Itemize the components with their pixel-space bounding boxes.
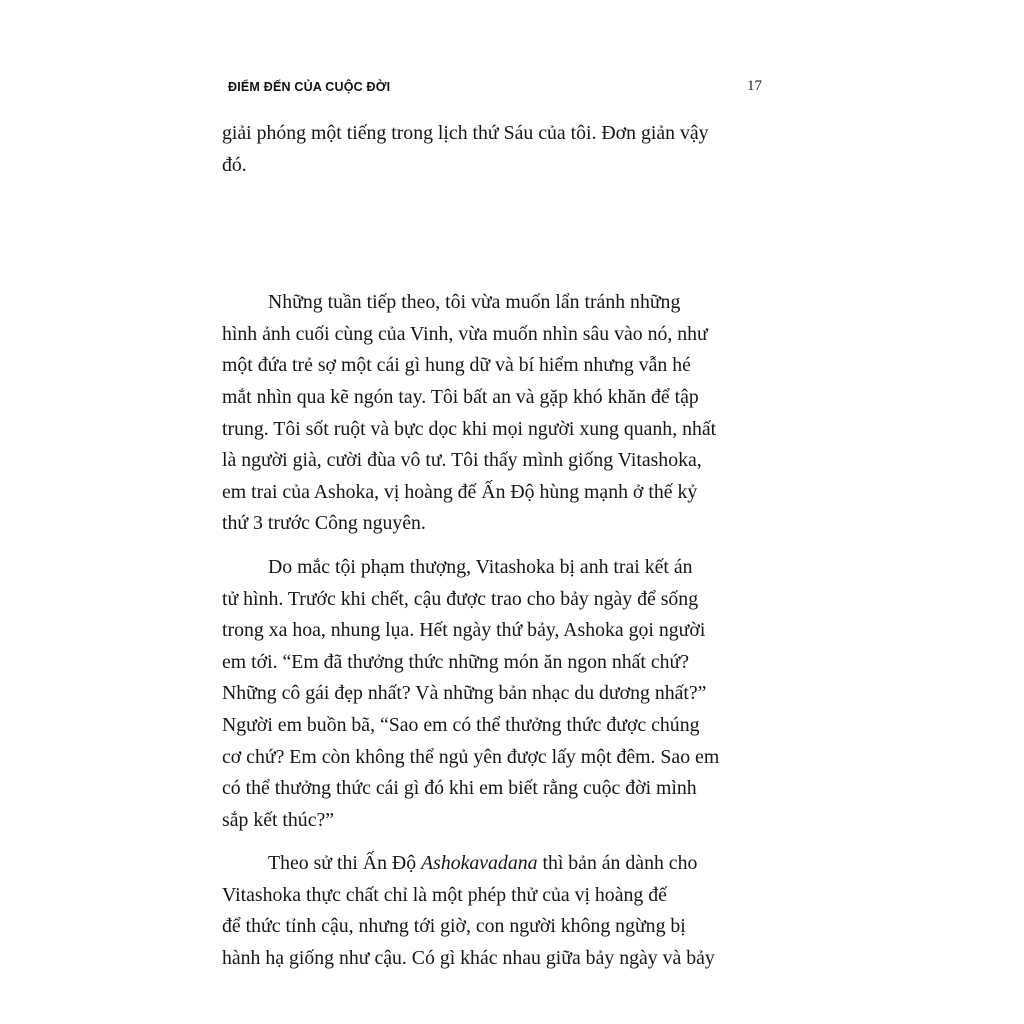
text-line: cơ chứ? Em còn không thể ngủ yên được lấy một đêm. Sao em [222,745,720,768]
paragraph-ashokavadana [222,848,766,974]
text-line [222,848,766,880]
paragraph-gap [222,836,766,848]
book-title-italic: Ashokavadana [421,852,538,875]
text-line: là người già, cười đùa vô tư. Tôi thấy mình giống Vitashoka, [222,449,702,472]
text-line: hành hạ giống như cậu. Có gì khác nhau giữa bảy ngày và bảy [222,947,715,970]
text-line: em trai của Ashoka, vị hoàng đế Ấn Độ hùng mạnh ở thế kỷ [222,480,698,503]
text-line: để thức tỉnh cậu, nhưng tới giờ, con người không ngừng bị [222,915,686,938]
paragraph-vinh [222,287,766,540]
text-line: Những cô gái đẹp nhất? Và những bản nhạc du dương nhất?” [222,682,707,705]
text-line: có thể thưởng thức cái gì đó khi em biết rằng cuộc đời mình [222,777,697,800]
paragraph-gap [222,540,766,552]
text-line: thứ 3 trước Công nguyên. [222,512,426,535]
text-line: giải phóng một tiếng trong lịch thứ Sáu của tôi. Đơn giản vậy [222,122,709,144]
text-line: Do mắc tội phạm thượng, Vitashoka bị anh trai kết án [268,555,693,578]
text-line: mắt nhìn qua kẽ ngón tay. Tôi bất an và gặp khó khăn để tập [222,385,699,408]
text-line: trong xa hoa, nhung lụa. Hết ngày thứ bảy, Ashoka gọi người [222,619,706,642]
section-break [222,181,766,287]
text-line: Vitashoka thực chất chỉ là một phép thử của vị hoàng đế [222,883,667,906]
text-line: sắp kết thúc?” [222,808,335,831]
text-line: tử hình. Trước khi chết, cậu được trao cho bảy ngày để sống [222,587,699,610]
paragraph-continued [222,118,766,181]
paragraph-vitashoka [222,552,766,836]
text-line: đó. [222,153,247,176]
chapter-title: ĐIỂM ĐẾN CỦA CUỘC ĐỜI [228,80,391,94]
text-run: thì bản án dành cho [537,852,698,875]
page-number: 17 [747,78,762,94]
text-line: Những tuần tiếp theo, tôi vừa muốn lẩn tránh những [268,291,681,314]
text-line: hình ảnh cuối cùng của Vinh, vừa muốn nhìn sâu vào nó, như [222,322,708,345]
body-text [222,118,766,975]
text-run: Theo sử thi Ấn Độ [268,852,422,875]
text-line: một đứa trẻ sợ một cái gì hung dữ và bí hiểm nhưng vẫn hé [222,354,691,377]
text-line: em tới. “Em đã thưởng thức những món ăn ngon nhất chứ? [222,650,690,673]
text-line: trung. Tôi sốt ruột và bực dọc khi mọi người xung quanh, nhất [222,417,717,440]
text-line: Người em buồn bã, “Sao em có thể thưởng thức được chúng [222,713,700,736]
running-header [228,78,762,98]
